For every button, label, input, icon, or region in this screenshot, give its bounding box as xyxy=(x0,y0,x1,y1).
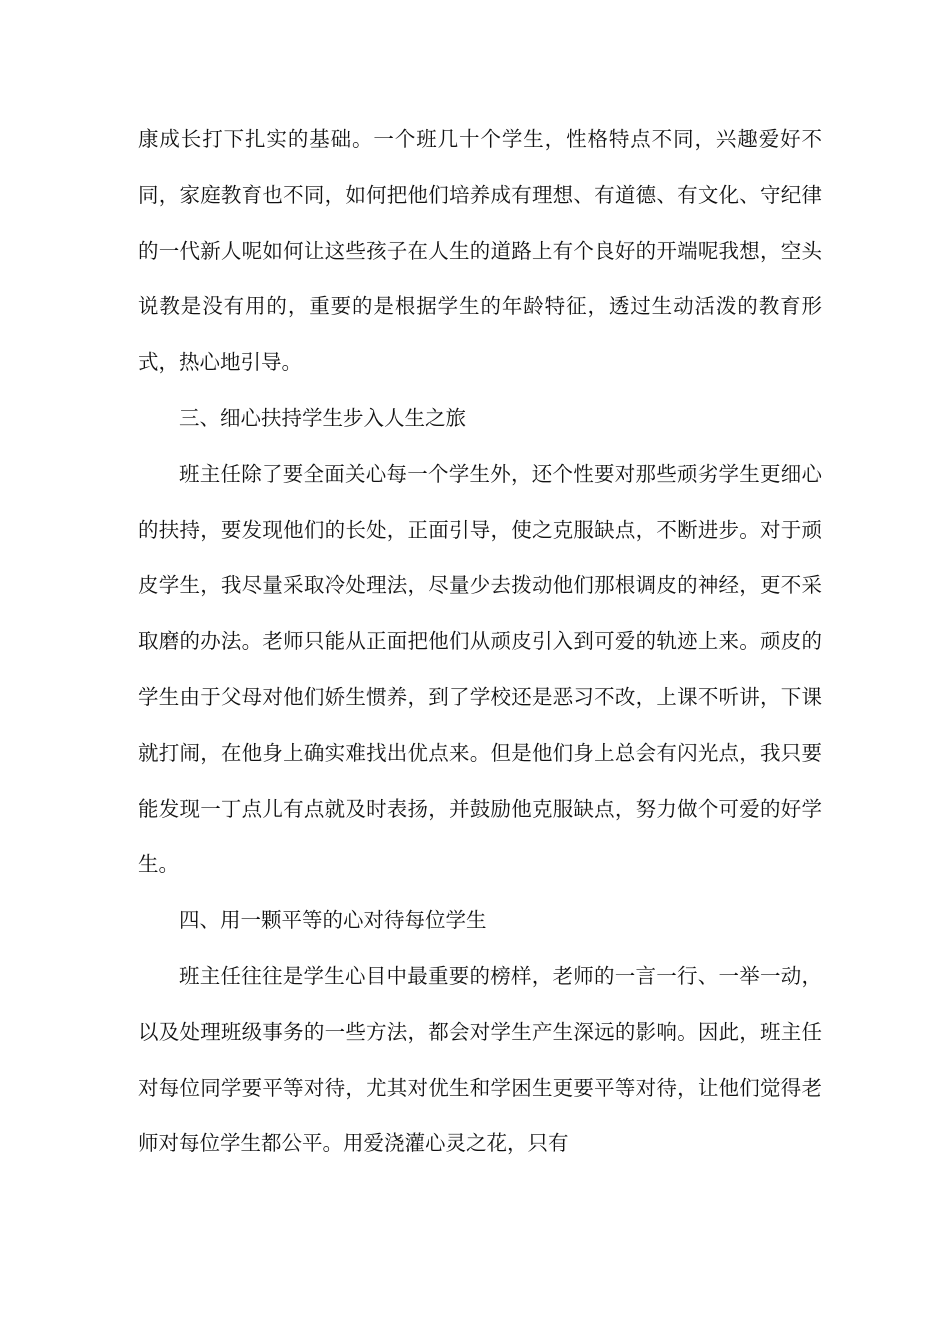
paragraph-continuation: 康成长打下扎实的基础。一个班几十个学生，性格特点不同，兴趣爱好不同，家庭教育也不同，如何把他们培养成有理想、有道德、有文化、守纪律的一代新人呢如何让这些孩子在人生的道路上有个良好的开端呢我想，空头说教是没有用的，重要的是根据学生的年龄特征，透过生动活泼的教育形式，热心地引导。 xyxy=(138,127,822,375)
section-heading-3: 三、细心扶持学生步入人生之旅 xyxy=(179,405,466,430)
paragraph-section-4: 班主任往往是学生心目中最重要的榜样，老师的一言一行、一举一动，以及处理班级事务的一些方法，都会对学生产生深远的影响。因此，班主任对每位同学要平等对待，尤其对优生和学困生更要平等对待，让他们觉得老师对每位学生都公平。用爱浇灌心灵之花，只有 xyxy=(138,963,822,1156)
document-body xyxy=(138,112,822,1172)
paragraph-section-3: 班主任除了要全面关心每一个学生外，还个性要对那些顽劣学生更细心的扶持，要发现他们的长处，正面引导，使之克服缺点，不断进步。对于顽皮学生，我尽量采取冷处理法，尽量少去拨动他们那根调皮的神经，更不采取磨的办法。老师只能从正面把他们从顽皮引入到可爱的轨迹上来。顽皮的学生由于父母对他们娇生惯养，到了学校还是恶习不改，上课不听讲，下课就打闹，在他身上确实难找出优点来。但是他们身上总会有闪光点，我只要能发现一丁点儿有点就及时表扬，并鼓励他克服缺点，努力做个可爱的好学生。 xyxy=(138,461,822,877)
section-heading-4: 四、用一颗平等的心对待每位学生 xyxy=(179,908,487,933)
